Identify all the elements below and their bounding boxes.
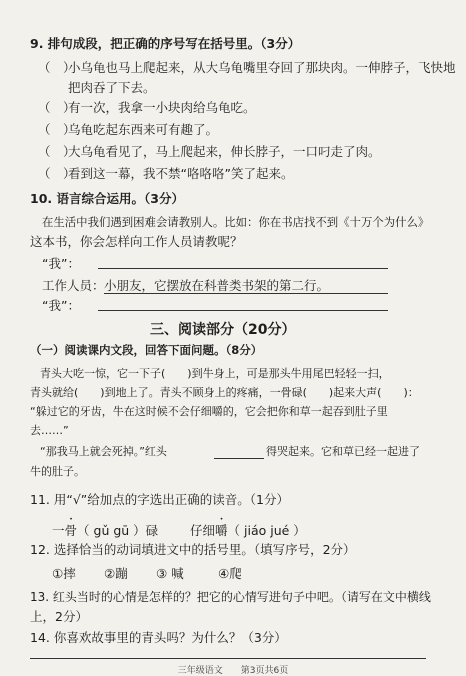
item-text: 小乌龟也马上爬起来，从大乌龟嘴里夺回了那块肉。一伸脖子，飞快地 [68,60,456,75]
answer-paren[interactable]: （ ） [38,60,76,75]
q9-item-3 [38,122,218,138]
q14-answer-line[interactable] [30,658,426,659]
q9-item-5 [38,166,293,182]
answer-paren[interactable]: （ ） [38,122,76,137]
item-text: 看到这一幕，我不禁“咯咯咯”笑了起来。 [68,166,294,181]
q12-option-1: ①摔 [52,566,76,581]
q10-staff-underline [104,293,388,294]
q12-option-3: ③ 喊 [156,566,184,581]
q10-staff-label: 工作人员： [42,278,105,293]
q9-item-4 [38,144,381,160]
q10-title: 10. 语言综合运用。（3分） [30,191,184,206]
q9-item-2 [38,100,256,116]
q9-title: 9. 排句成段，把正确的序号写在括号里。（3分） [30,36,301,51]
q11-title: 11. 用“√”给加点的字选出正确的读音。（1分） [30,492,289,507]
word-char: 仔细 [190,523,216,538]
q12-option-4: ④爬 [218,566,242,581]
word-char: 一 [52,523,65,538]
answer-paren[interactable]: （ ） [38,100,76,115]
q12-title: 12. 选择恰当的动词填进文中的括号里。（填写序号，2分） [30,542,356,557]
passage-line-1: 青头大吃一惊，它一下子( )到牛身上，可是那头牛用尾巴轻轻一扫， [40,367,390,380]
section-3-subtitle: （一）阅读课内文段，回答下面问题。（8分） [30,343,263,357]
q11-word-1 [52,516,158,539]
passage-line-4: 去……” [30,424,69,437]
q10-prompt-2: 这本书，你会怎样向工作人员请教呢？ [30,234,243,249]
q10-me-label-1: “我”： [42,256,80,271]
q10-prompt-1: 在生活中我们遇到困难会请教别人。比如：你在书店找不到《十万个为什么》 [42,215,430,229]
q12-option-2: ②蹦 [104,566,128,581]
passage-line-5b: 得哭起来。它和草已经一起进了 [266,445,420,458]
dotted-char: 嚼 [215,523,228,538]
pinyin-options-2[interactable]: （ jiáo jué ） [227,523,306,538]
passage-line-3: “躲过它的牙齿，牛在这时候不会仔细嚼的，它会把你和草一起吞到肚子里 [30,405,388,418]
dotted-char: 骨 [64,523,78,538]
q10-staff-reply: 小朋友，它摆放在科普类书架的第二行。 [104,278,330,293]
q9-item-1 [38,60,456,76]
q10-answer-line-1[interactable] [98,268,388,269]
passage-blank[interactable] [214,458,264,459]
passage-line-5a: “那我马上就会死掉。”红头 [40,445,167,458]
q10-me-label-2: “我”： [42,298,80,313]
item-text: 大乌龟看见了，马上爬起来，伸长脖子，一口叼走了肉。 [68,144,381,159]
q9-item-1-cont: 把肉吞了下去。 [68,80,156,95]
passage-line-6: 牛的肚子。 [30,465,85,478]
section-3-title: 三、阅读部分（20分） [150,322,296,338]
page-footer: 三年级语文 第3页共6页 [177,666,289,676]
answer-paren[interactable]: （ ） [38,166,76,181]
pinyin-options-1[interactable]: （ gǔ gū ）碌 [77,523,159,538]
q13-line-1: 13. 红头当时的心情是怎样的？把它的心情写进句子中吧。（请写在文中横线 [30,590,431,604]
item-text: 有一次，我拿一小块肉给乌龟吃。 [68,100,256,115]
item-text: 乌龟吃起东西来可有趣了。 [68,122,219,137]
answer-paren[interactable]: （ ） [38,144,76,159]
q11-word-2 [190,516,306,539]
q14-title: 14. 你喜欢故事里的青头吗？为什么？（3分） [30,630,287,645]
q13-line-2: 上，2分） [30,609,88,624]
passage-line-2: 青头就给( )到地上了。青头不顾身上的疼痛，一骨碌( )起来大声( )： [30,386,419,399]
q10-answer-line-2[interactable] [98,310,388,311]
